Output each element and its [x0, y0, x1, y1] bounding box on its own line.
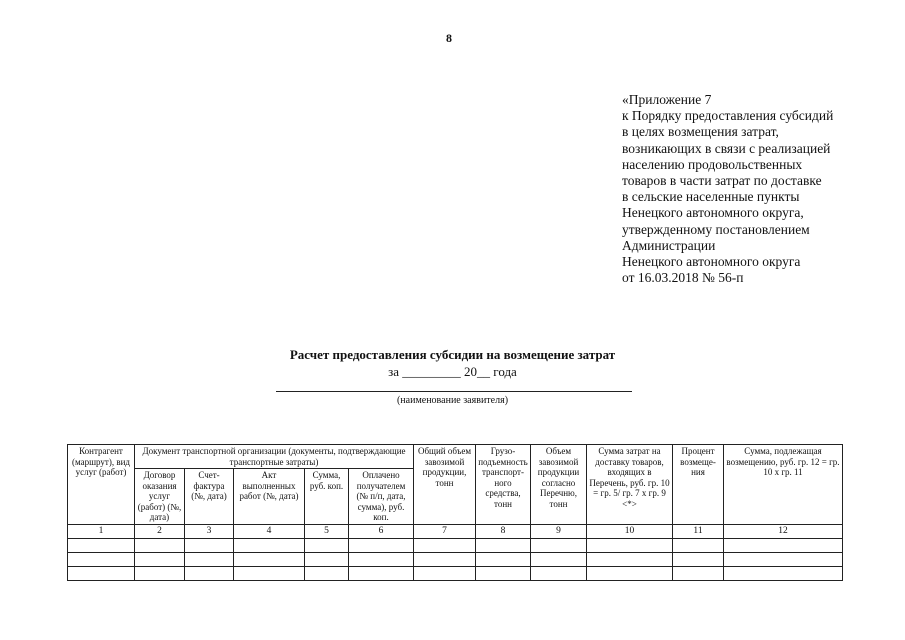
calculation-table — [67, 444, 843, 581]
col-volume-list-header: Объем завозимой продукции согласно Перечню, тонн — [531, 445, 587, 525]
column-number: 2 — [135, 524, 185, 538]
appendix-line: к Порядку предоставления субсидий — [622, 108, 834, 124]
sub-invoice-header: Счет-фактура (№, дата) — [185, 469, 234, 525]
applicant-caption: (наименование заявителя) — [396, 395, 509, 406]
transport-docs-group-header: Документ транспортной организации (документы, подтверждающие транспортные затраты) — [135, 445, 414, 469]
appendix-line: от 16.03.2018 № 56-п — [622, 270, 744, 286]
sub-act-header: Акт выполненных работ (№, дата) — [234, 469, 305, 525]
column-number: 9 — [531, 524, 587, 538]
table-row — [68, 538, 843, 552]
appendix-line: Администрации — [622, 237, 716, 253]
column-numbers-row — [68, 524, 843, 538]
appendix-line: Ненецкого автономного округа — [622, 254, 801, 270]
column-number: 8 — [476, 524, 531, 538]
appendix-line: утвержденному постановлением — [622, 221, 810, 237]
table-row — [68, 566, 843, 580]
column-number: 11 — [673, 524, 724, 538]
column-number: 10 — [587, 524, 673, 538]
appendix-line: в целях возмещения затрат, — [622, 124, 779, 140]
column-number: 12 — [724, 524, 843, 538]
header-row — [68, 445, 843, 469]
col-percent-header: Процент возмеще-ния — [673, 445, 724, 525]
appendix-line: Ненецкого автономного округа, — [622, 205, 804, 221]
appendix-line: возникающих в связи с реализацией — [622, 140, 831, 156]
page-number: 8 — [446, 31, 452, 45]
col-counterparty-header: Контрагент (маршрут), вид услуг (работ) — [68, 445, 135, 525]
table-row — [68, 552, 843, 566]
period-line: за _________ 20__ года — [388, 364, 517, 379]
column-number: 4 — [234, 524, 305, 538]
col-reimb-sum-header: Сумма, подлежащая возмещению, руб. гр. 12 = гр. 10 x гр. 11 — [724, 445, 843, 525]
col-capacity-header: Грузо-подъемность транспорт-ного средства, тонн — [476, 445, 531, 525]
appendix-line: в сельские населенные пункты — [622, 189, 800, 205]
sub-sum-header: Сумма, руб. коп. — [305, 469, 349, 525]
col-total-volume-header: Общий объем завозимой продукции, тонн — [414, 445, 476, 525]
appendix-line: товаров в части затрат по доставке — [622, 173, 822, 189]
applicant-name-line — [276, 391, 632, 392]
sub-contract-header: Договор оказания услуг (работ) (№, дата) — [135, 469, 185, 525]
appendix-line: «Приложение 7 — [622, 92, 712, 107]
sub-paid-header: Оплачено получателем (№ п/п, дата, сумма), руб. коп. — [349, 469, 414, 525]
column-number: 5 — [305, 524, 349, 538]
appendix-line: населению продовольственных — [622, 156, 803, 172]
document-title: Расчет предоставления субсидии на возмещение затрат — [289, 347, 616, 362]
col-cost-sum-header: Сумма затрат на доставку товаров, входящих в Перечень, руб. гр. 10 = гр. 5/ гр. 7 x гр. 9 <*> — [587, 445, 673, 525]
column-number: 6 — [349, 524, 414, 538]
column-number: 3 — [185, 524, 234, 538]
column-number: 7 — [414, 524, 476, 538]
appendix-block — [622, 92, 833, 286]
column-number: 1 — [68, 524, 135, 538]
